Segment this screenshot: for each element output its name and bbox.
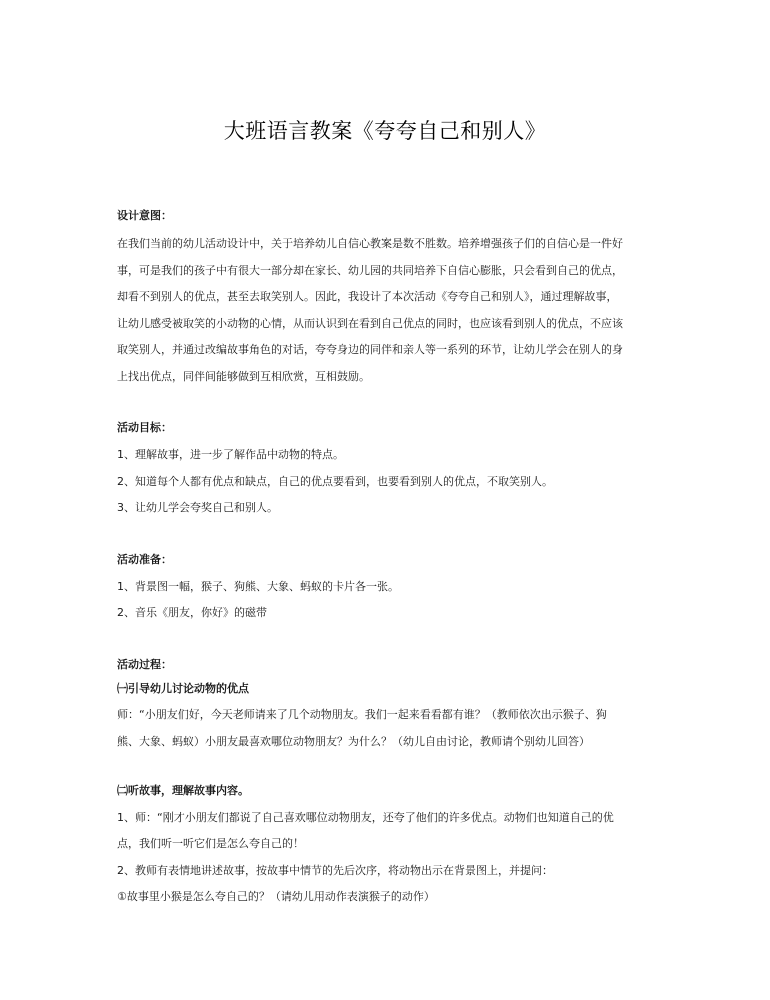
design-intent-section bbox=[117, 205, 657, 390]
design-line: 在我们当前的幼儿活动设计中，关于培养幼儿自信心教案是数不胜数。培养增强孩子们的自信心是一件好 bbox=[117, 237, 623, 250]
preparation-heading: 活动准备： bbox=[117, 552, 172, 566]
document-body bbox=[117, 205, 657, 911]
design-line: 上找出优点，同伴间能够做到互相欣赏，互相鼓励。 bbox=[117, 369, 370, 383]
process-step1-heading: ㈠引导幼儿讨论动物的优点 bbox=[117, 681, 249, 695]
design-line: 取笑别人，并通过改编故事角色的对话，夸夸身边的同伴和亲人等一系列的环节，让幼儿学会在别人的身 bbox=[117, 343, 623, 356]
goal-item: 2、知道每个人都有优点和缺点，自己的优点要看到，也要看到别人的优点，不取笑别人。 bbox=[117, 474, 553, 488]
design-intent-heading: 设计意图： bbox=[117, 209, 172, 222]
process-step2-line: 1、师：“刚才小朋友们都说了自己喜欢哪位动物朋友，还夸了他们的许多优点。动物们也知道自己的优 bbox=[117, 810, 614, 824]
goal-item: 3、让幼儿学会夸奖自己和别人。 bbox=[117, 501, 278, 514]
document-title: 大班语言教案《夸夸自己和别人》 bbox=[223, 119, 547, 143]
preparation-item: 1、背景图一幅，猴子、狗熊、大象、蚂蚁的卡片各一张。 bbox=[117, 579, 399, 593]
preparation-section bbox=[117, 549, 657, 627]
process-step2-line: 2、教师有表情地讲述故事，按故事中情节的先后次序，将动物出示在背景图上，并提问： bbox=[117, 863, 553, 877]
preparation-item: 2、音乐《朋友，你好》的磁带 bbox=[117, 606, 267, 619]
design-line: 事，可是我们的孩子中有很大一部分却在家长、幼儿园的共同培养下自信心膨胀，只会看到自己的优点， bbox=[117, 263, 623, 277]
goal-item: 1、理解故事，进一步了解作品中动物的特点。 bbox=[117, 448, 344, 461]
process-step2-line: ①故事里小猴是怎么夸自己的？（请幼儿用动作表演猴子的动作） bbox=[117, 890, 435, 903]
goals-section bbox=[117, 417, 657, 522]
process-section bbox=[117, 654, 657, 911]
process-step2-line: 点，我们听一听它们是怎么夸自己的！ bbox=[117, 837, 304, 850]
design-line: 却看不到别人的优点，甚至去取笑别人。因此，我设计了本次活动《夸夸自己和别人》，通过理解故事， bbox=[117, 290, 618, 303]
process-step1-line: 师：“小朋友们好，今天老师请来了几个动物朋友。我们一起来看看都有谁？（教师依次出示猴子、狗 bbox=[117, 708, 607, 721]
goals-heading: 活动目标： bbox=[117, 421, 172, 434]
process-step2-heading: ㈡听故事，理解故事内容。 bbox=[117, 784, 249, 797]
process-step1-line: 熊、大象、蚂蚁）小朋友最喜欢哪位动物朋友？为什么？（幼儿自由讨论，教师请个别幼儿回答） bbox=[117, 734, 590, 748]
design-line: 让幼儿感受被取笑的小动物的心情，从而认识到在看到自己优点的同时，也应该看到别人的优点，不应该 bbox=[117, 316, 623, 330]
process-heading: 活动过程： bbox=[117, 657, 172, 671]
